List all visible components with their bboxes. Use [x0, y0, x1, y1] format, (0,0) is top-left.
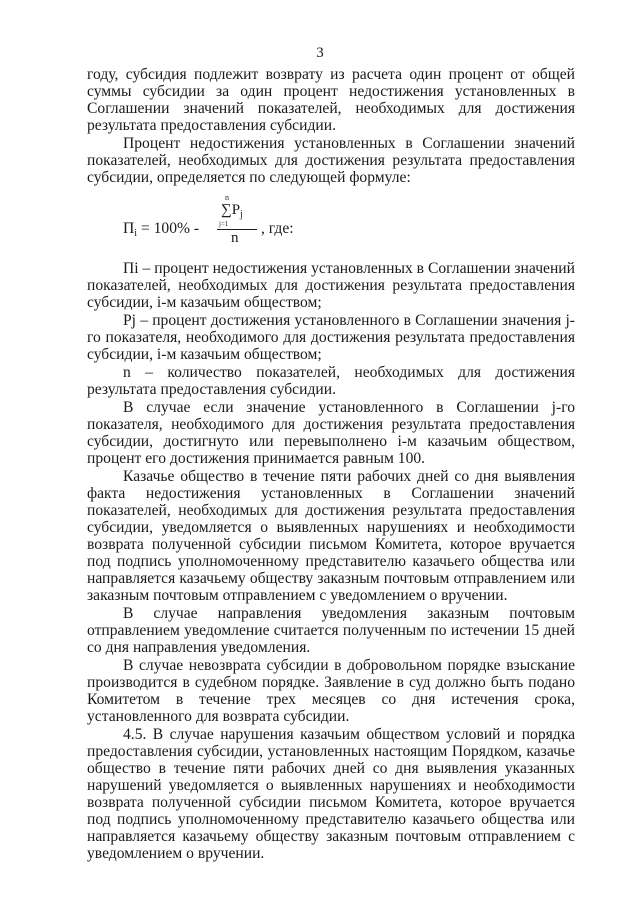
formula-sum-upper: n [225, 193, 229, 202]
formula-denominator: n [231, 230, 239, 246]
definition-pi: Пi – процент недостижения установленных в Соглашении значений показателей, необходимых для достижения результата предоставления субсидии, i-м казачьим обществом; [87, 260, 575, 311]
paragraph-section-4-5: 4.5. В случае нарушения казачьим обществом условий и порядка предоставления субсидии, установленных настоящим Порядком, казачье общество в течение пяти рабочих дней со дня выявления указанных нарушений уведомляется о выявленных нарушениях и необходимости возврата полученной субсидии письмом Комитета, которое вручается под подпись уполномоченному представителю казачьего общества или направляется казачьему обществу заказным почтовым отправлением с уведомлением о вручении. [87, 726, 575, 862]
formula [87, 193, 575, 250]
document-body [87, 66, 575, 863]
formula-lhs [123, 220, 199, 237]
paragraph-notification: Казачье общество в течение пяти рабочих дней со дня выявления факта недостижения установленных в Соглашении значений показателей, необходимых для достижения результата предоставления субсидии, уведомляется о выявленных нарушениях и необходимости возврата полученной субсидии письмом Комитета, которое вручается под подпись уполномоченному представителю казачьего общества или направляется казачьему обществу заказным почтовым отправлением или заказным почтовым отправлением с уведомлением о вручении. [87, 468, 575, 604]
paragraph-court-recovery: В случае невозврата субсидии в добровольном порядке взыскание производится в судебном порядке. Заявление в суд должно быть подано Комитетом в течение трех месяцев со дня истечения срока, установленного для возврата субсидии. [87, 657, 575, 725]
formula-sum-lower: j=1 [219, 220, 229, 228]
paragraph-postal-notice: В случае направления уведомления заказным почтовым отправлением уведомление считается полученным по истечении 15 дней со дня направления уведомления. [87, 605, 575, 656]
paragraph-over-achieved: В случае если значение установленного в Соглашении j-го показателя, необходимого для достижения результата предоставления субсидии, достигнуто или перевыполнено i-м казачьим обществом, процент его достижения принимается равным 100. [87, 399, 575, 467]
page-number: 3 [316, 45, 324, 61]
definition-pj: Pj – процент достижения установленного в Соглашении значения j-го показателя, необходимого для достижения результата предоставления субсидии, i-м казачьим обществом; [87, 312, 575, 363]
formula-sum-symbol: ∑P [221, 202, 241, 218]
formula-equals: = 100% - [137, 220, 200, 237]
paragraph-continuation: году, субсидия подлежит возврату из расчета один процент от общей суммы субсидии за один процент недостижения установленных в Соглашении значений показателей, необходимых для достижения результата предоставления субсидии. [87, 66, 575, 134]
formula-sum-sub: j [240, 209, 243, 220]
formula-numerator [221, 202, 243, 219]
formula-tail: , где: [261, 220, 294, 237]
formula-lhs-sub: i [134, 228, 138, 239]
formula-lhs-symbol: П [123, 220, 135, 237]
definition-n: n – количество показателей, необходимых для достижения результата предоставления субсидии. [87, 364, 575, 398]
paragraph-formula-intro: Процент недостижения установленных в Соглашении значений показателей, необходимых для достижения результата предоставления субсидии, определяется по следующей формуле: [87, 135, 575, 186]
